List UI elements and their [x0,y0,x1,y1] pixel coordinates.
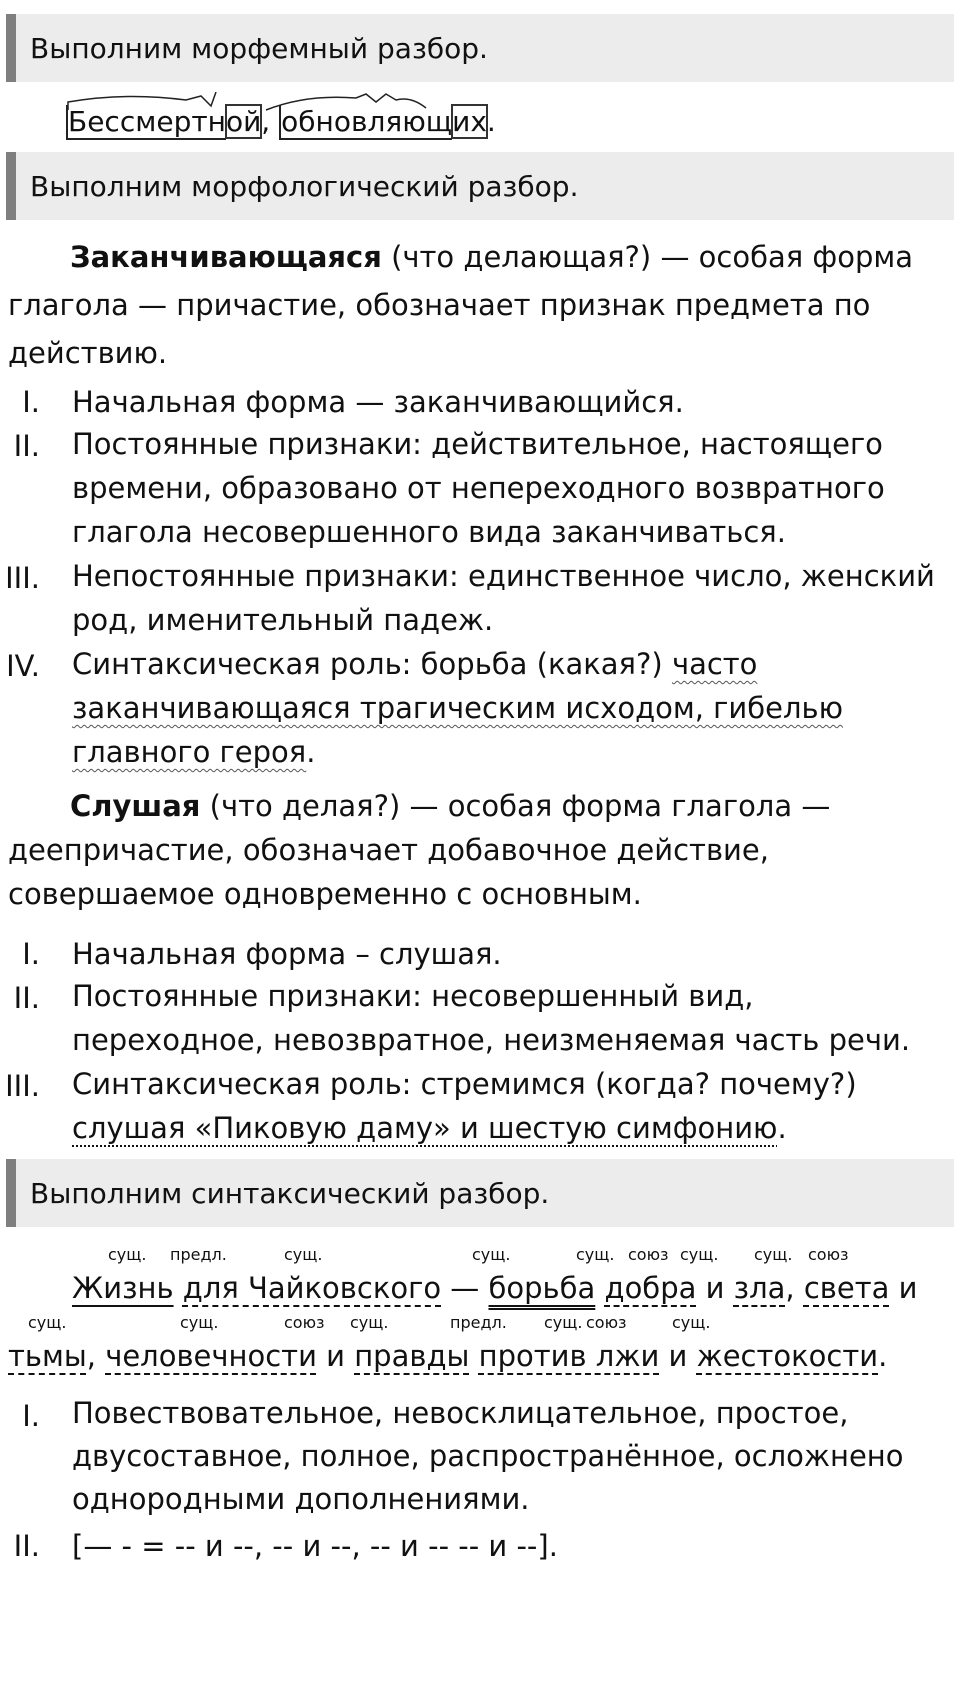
pos-label: союз [808,1245,849,1264]
section-banner-syntactic [6,1159,954,1227]
list-number: IV. [6,649,40,683]
section-banner-morphemic [6,14,954,82]
pos-label: сущ. [350,1313,389,1332]
object-phrase: для Чайковского [182,1271,442,1305]
paragraph-participle [8,233,913,377]
text-line: глагола — причастие, обозначает признак предмета по [8,288,871,322]
object-phrase: против лжи [478,1339,660,1373]
underlined-phrase: главного героя [72,735,307,769]
underlined-phrase: слушая «Пиковую даму» и шестую симфонию [72,1111,778,1145]
underlined-phrase: заканчивающаяся трагическим исходом, гибелью [72,691,844,725]
text-line: деепричастие, обозначает добавочное действие, [8,833,769,867]
sentence-line-1 [72,1264,917,1312]
text-line: двусоставное, полное, распространённое, осложнено [72,1439,904,1473]
object-word: света [803,1271,890,1305]
comma: , [785,1271,804,1305]
pos-labels-row-1 [0,1246,960,1266]
list-number: I. [22,385,40,419]
pos-label: предл. [450,1313,507,1332]
pos-label: сущ. [108,1245,147,1264]
list-item [72,1062,857,1150]
list-number: III. [5,1069,40,1103]
morphemic-analysis [66,98,496,144]
pos-label: сущ. [672,1313,711,1332]
object-word: тьмы [8,1339,87,1373]
list-item: Начальная форма — заканчивающийся. [72,385,684,419]
sentence-line-2 [8,1332,887,1380]
root-arc-marks [66,92,486,112]
word-ending: их [452,105,487,138]
pos-label: сущ. [28,1313,67,1332]
conjunction: и [316,1339,355,1373]
comma: , [86,1339,106,1373]
analyzed-word: Слушая [70,789,201,823]
list-number: II. [13,429,40,463]
text-line: (что делающая?) — особая форма [381,240,914,274]
text-line: Синтаксическая роль: борьба (какая?) [72,647,672,681]
list-number: I. [22,937,40,971]
text-line: род, именительный падеж. [72,603,494,637]
list-item: Начальная форма – слушая. [72,937,502,971]
list-number: I. [22,1399,40,1433]
word-ending: ой [225,105,262,138]
list-item [72,974,910,1062]
analyzed-word: Заканчивающаяся [70,240,382,274]
section-title: Выполним морфологический разбор. [30,169,579,203]
word-stem: обновляющ [281,105,453,138]
period: . [306,735,316,769]
conjunction: и [889,1271,918,1305]
list-item [72,554,935,642]
period: . [486,105,496,138]
pos-label: сущ. [544,1313,583,1332]
list-number: II. [13,1529,40,1563]
conjunction: и [696,1271,734,1305]
comma: , [261,105,271,138]
text-line: Постоянные признаки: несовершенный вид, [72,979,754,1013]
word-stem: Бессмертн [68,105,226,138]
text-line: Непостоянные признаки: единственное число, женский [72,559,935,593]
predicate-word: борьба [488,1271,596,1305]
list-item [72,642,843,774]
text-line: совершаемое одновременно с основным. [8,877,642,911]
pos-label: сущ. [754,1245,793,1264]
text-line: однородными дополнениями. [72,1482,530,1516]
object-word: зла [733,1271,786,1305]
text-line: действию. [8,336,168,370]
text-line: переходное, невозвратное, неизменяемая часть речи. [72,1023,911,1057]
pos-label: сущ. [180,1313,219,1332]
object-word: добра [604,1271,697,1305]
object-word: правды [354,1339,470,1373]
text-line: (что делая?) — особая форма глагола — [200,789,831,823]
text-line: времени, образовано от непереходного возвратного [72,471,885,505]
list-number: III. [5,561,40,595]
list-number: II. [13,981,40,1015]
section-title: Выполним морфемный разбор. [30,31,488,65]
section-banner-morphological [6,152,954,220]
dash: — [441,1271,489,1305]
underlined-phrase: часто [671,647,758,681]
pos-label: сущ. [576,1245,615,1264]
sentence-scheme: [— - = -- и --, -- и --, -- и -- -- и --]. [72,1529,558,1563]
pos-labels-row-2 [0,1314,960,1334]
pos-label: сущ. [284,1245,323,1264]
period: . [777,1111,787,1145]
list-item [72,1392,903,1521]
section-title: Выполним синтаксический разбор. [30,1176,550,1210]
paragraph-gerund [8,784,830,916]
subject-word: Жизнь [72,1271,174,1305]
period: . [878,1339,888,1373]
list-item [72,422,885,554]
object-word: жестокости [696,1339,879,1373]
pos-label: предл. [170,1245,227,1264]
pos-label: союз [628,1245,669,1264]
pos-label: союз [586,1313,627,1332]
text-line: глагола несовершенного вида заканчиваться. [72,515,786,549]
pos-label: союз [284,1313,325,1332]
text-line: Повествовательное, невосклицательное, простое, [72,1396,849,1430]
conjunction: и [659,1339,697,1373]
object-word: человечности [105,1339,317,1373]
pos-label: сущ. [680,1245,719,1264]
pos-label: сущ. [472,1245,511,1264]
text-line: Постоянные признаки: действительное, настоящего [72,427,883,461]
text-line: Синтаксическая роль: стремимся (когда? почему?) [72,1067,857,1101]
